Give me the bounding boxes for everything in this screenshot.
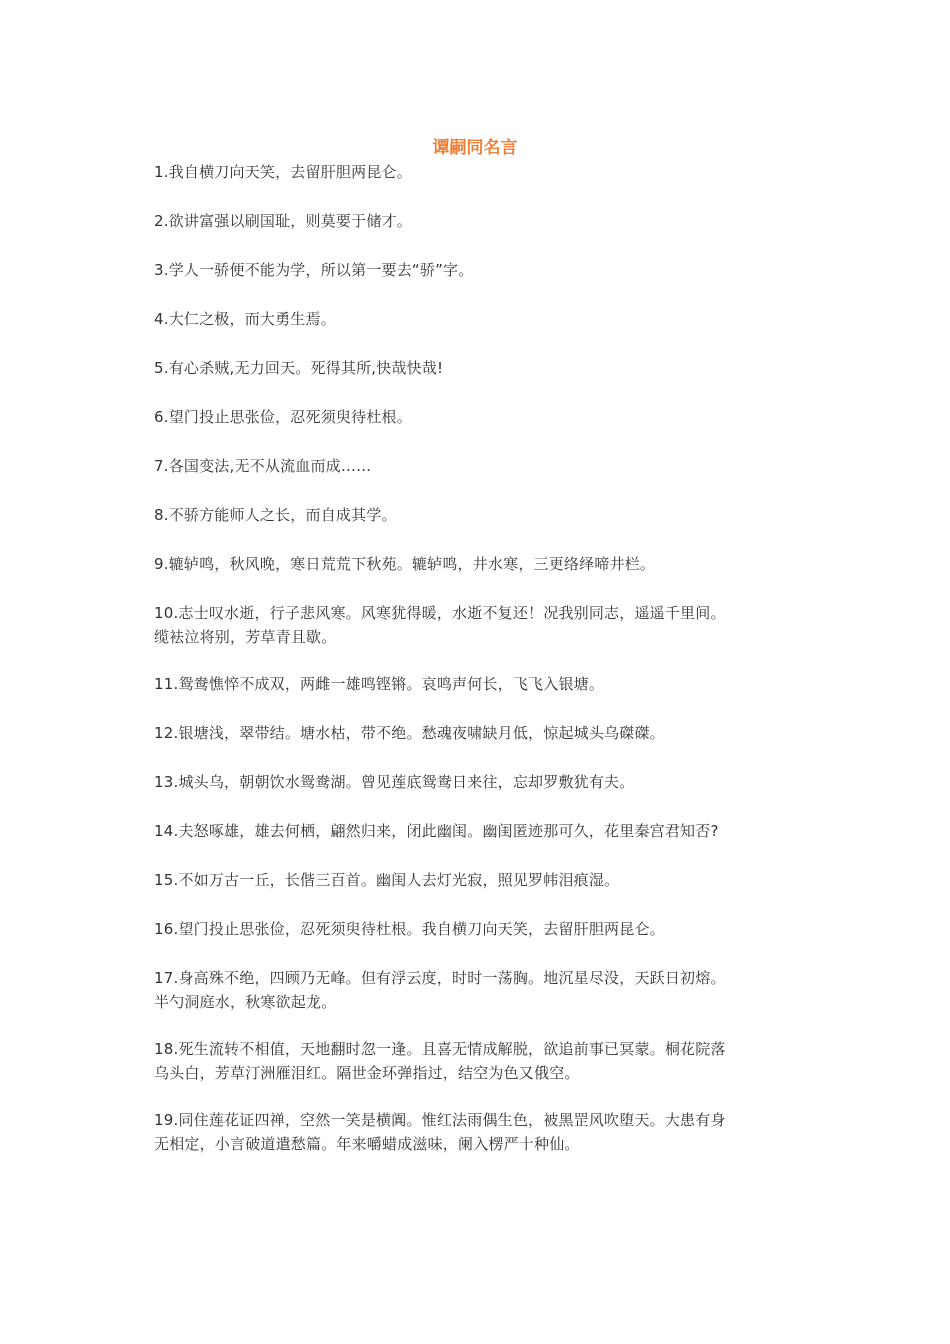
quote-item: 1.我自横刀向天笑，去留肝胆两昆仑。 [154, 163, 412, 181]
quote-item: 5.有心杀贼,无力回天。死得其所,快哉快哉! [154, 359, 444, 377]
quote-list [154, 160, 794, 1181]
quote-item: 15.不如万古一丘，长偕三百首。幽闺人去灯光寂，照见罗帏泪痕湿。 [154, 871, 620, 889]
quote-item: 4.大仁之极，而大勇生焉。 [154, 310, 336, 328]
quote-item: 11.鸳鸯憔悴不成双，两雌一雄鸣铿锵。哀鸣声何长，飞飞入银塘。 [154, 675, 605, 693]
quote-item: 8.不骄方能师人之长，而自成其学。 [154, 506, 397, 524]
quote-item: 3.学人一骄便不能为学，所以第一要去“骄”字。 [154, 261, 474, 279]
quote-item: 12.银塘浅，翠带结。塘水枯，带不绝。愁魂夜啸缺月低，惊起城头乌磔磔。 [154, 724, 665, 742]
quote-item: 6.望门投止思张俭，忍死须臾待杜根。 [154, 408, 412, 426]
quote-item: 2.欲讲富强以刷国耻，则莫要于储才。 [154, 212, 412, 230]
quote-item: 14.夫怒啄雄，雄去何栖，翩然归来，闭此幽闺。幽闺匿迹那可久，花里秦宫君知否? [154, 822, 719, 840]
quote-item: 18.死生流转不相值，天地翻时忽一逢。且喜无情成解脱，欲追前事已冥蒙。桐花院落 乌头白，芳草汀洲雁泪红。隔世金环弹指过，结空为色又俄空。 [154, 1040, 726, 1082]
quote-item: 13.城头乌，朝朝饮水鸳鸯湖。曾见莲底鸳鸯日来往，忘却罗敷犹有夫。 [154, 773, 635, 791]
quote-item: 17.身高殊不绝，四顾乃无峰。但有浮云度，时时一荡胸。地沉星尽没，天跃日初熔。 半勺洞庭水，秋寒欲起龙。 [154, 969, 726, 1011]
quote-item: 10.志士叹水逝，行子悲风寒。风寒犹得暖，水逝不复还！况我别同志，遥遥千里间。 缆袪泣将别，芳草青且歇。 [154, 604, 726, 646]
quote-item: 7.各国变法,无不从流血而成…… [154, 457, 372, 475]
quote-item: 16.望门投止思张俭，忍死须臾待杜根。我自横刀向天笑，去留肝胆两昆仑。 [154, 920, 665, 938]
page-title: 谭嗣同名言 [432, 138, 518, 158]
quote-item: 19.同住莲花证四禅，空然一笑是横阗。惟红法雨偶生色，被黑罡风吹堕天。大患有身 无相定，小言破道遣愁篇。年来嚼蜡成滋味，阑入楞严十种仙。 [154, 1111, 726, 1153]
quote-item: 9.辘轳鸣，秋风晚，寒日荒荒下秋苑。辘轳鸣，井水寒，三更络绎啼井栏。 [154, 555, 656, 573]
